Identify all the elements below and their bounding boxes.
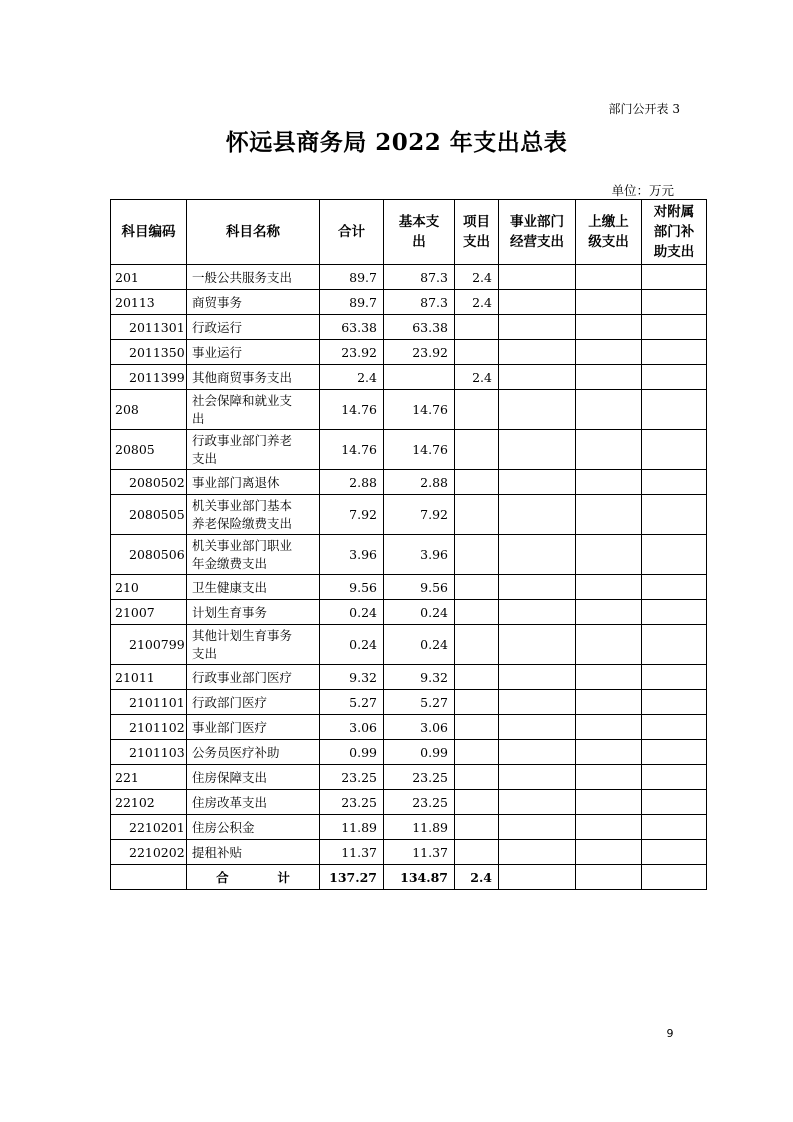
code-cell: 2011350 <box>111 340 187 365</box>
header-subsidy <box>642 200 707 265</box>
upper-cell <box>576 790 642 815</box>
table-row <box>111 625 707 665</box>
code-cell: 21011 <box>111 665 187 690</box>
basic-cell: 87.3 <box>384 265 455 290</box>
total-upper-cell <box>576 865 642 890</box>
project-cell <box>455 665 499 690</box>
code-cell: 208 <box>111 390 187 430</box>
total-cell: 9.32 <box>320 665 384 690</box>
name-cell: 住房改革支出 <box>187 790 320 815</box>
name-cell: 其他商贸事务支出 <box>187 365 320 390</box>
subsidy-cell <box>642 315 707 340</box>
basic-cell: 0.99 <box>384 740 455 765</box>
upper-cell <box>576 290 642 315</box>
code-cell: 22102 <box>111 790 187 815</box>
basic-cell: 23.25 <box>384 790 455 815</box>
table-row <box>111 265 707 290</box>
total-cell: 0.99 <box>320 740 384 765</box>
header-business-line1: 事业部门 <box>510 214 564 230</box>
project-cell <box>455 430 499 470</box>
business-cell <box>499 600 576 625</box>
business-cell <box>499 365 576 390</box>
subsidy-cell <box>642 715 707 740</box>
name-cell: 行政事业部门医疗 <box>187 665 320 690</box>
total-cell: 9.56 <box>320 575 384 600</box>
business-cell <box>499 815 576 840</box>
total-cell: 3.96 <box>320 535 384 575</box>
table-row <box>111 840 707 865</box>
header-basic-line1: 基本支 <box>398 214 440 230</box>
subsidy-cell <box>642 265 707 290</box>
header-basic <box>384 200 455 265</box>
name-cell: 事业运行 <box>187 340 320 365</box>
upper-cell <box>576 365 642 390</box>
upper-cell <box>576 665 642 690</box>
basic-cell: 2.88 <box>384 470 455 495</box>
total-cell: 89.7 <box>320 290 384 315</box>
total-cell: 23.25 <box>320 790 384 815</box>
subsidy-cell <box>642 495 707 535</box>
business-cell <box>499 265 576 290</box>
form-number: 部门公开表 3 <box>608 102 680 116</box>
code-cell: 2101102 <box>111 715 187 740</box>
name-line1: 机关事业部门基本 <box>192 497 293 513</box>
subsidy-cell <box>642 290 707 315</box>
code-cell: 210 <box>111 575 187 600</box>
project-cell <box>455 600 499 625</box>
name-cell: 提租补贴 <box>187 840 320 865</box>
code-cell: 221 <box>111 765 187 790</box>
project-cell <box>455 740 499 765</box>
project-cell <box>455 715 499 740</box>
business-cell <box>499 340 576 365</box>
name-line1: 机关事业部门职业 <box>192 537 293 553</box>
header-row <box>111 200 707 265</box>
total-cell: 0.24 <box>320 600 384 625</box>
code-cell: 21007 <box>111 600 187 625</box>
project-cell <box>455 815 499 840</box>
subsidy-cell <box>642 740 707 765</box>
upper-cell <box>576 625 642 665</box>
subsidy-cell <box>642 390 707 430</box>
basic-cell: 9.32 <box>384 665 455 690</box>
table-row <box>111 290 707 315</box>
header-subsidy-line2: 部门补 <box>653 224 695 240</box>
header-subsidy-line3: 助支出 <box>653 244 695 260</box>
subsidy-cell <box>642 600 707 625</box>
subsidy-cell <box>642 815 707 840</box>
code-cell: 2101103 <box>111 740 187 765</box>
page-title: 怀远县商务局 2022 年支出总表 <box>225 129 568 156</box>
name-cell: 行政部门医疗 <box>187 690 320 715</box>
code-cell: 2080505 <box>111 495 187 535</box>
project-cell <box>455 390 499 430</box>
name-cell <box>187 625 320 665</box>
header-project <box>455 200 499 265</box>
basic-cell: 11.37 <box>384 840 455 865</box>
subsidy-cell <box>642 765 707 790</box>
name-cell: 行政运行 <box>187 315 320 340</box>
name-cell: 商贸事务 <box>187 290 320 315</box>
subsidy-cell <box>642 665 707 690</box>
business-cell <box>499 665 576 690</box>
name-cell: 公务员医疗补助 <box>187 740 320 765</box>
unit-label: 单位：万元 <box>611 183 674 198</box>
name-cell: 一般公共服务支出 <box>187 265 320 290</box>
total-label-part1: 合 <box>216 870 229 885</box>
name-line2: 年金缴费支出 <box>192 555 268 571</box>
name-cell: 计划生育事务 <box>187 600 320 625</box>
header-upper-line1: 上缴上 <box>588 214 629 230</box>
business-cell <box>499 290 576 315</box>
subsidy-cell <box>642 790 707 815</box>
total-row <box>111 865 707 890</box>
business-cell <box>499 575 576 600</box>
code-cell: 201 <box>111 265 187 290</box>
total-sum-cell: 137.27 <box>320 865 384 890</box>
code-cell: 20805 <box>111 430 187 470</box>
name-line1: 行政事业部门养老 <box>192 432 293 448</box>
upper-cell <box>576 690 642 715</box>
basic-cell: 14.76 <box>384 430 455 470</box>
total-cell: 14.76 <box>320 390 384 430</box>
table-row <box>111 665 707 690</box>
upper-cell <box>576 815 642 840</box>
basic-cell: 63.38 <box>384 315 455 340</box>
project-cell <box>455 470 499 495</box>
basic-cell: 0.24 <box>384 600 455 625</box>
business-cell <box>499 715 576 740</box>
name-cell: 住房公积金 <box>187 815 320 840</box>
basic-cell: 23.25 <box>384 765 455 790</box>
header-subsidy-line1: 对附属 <box>653 204 695 220</box>
header-upper <box>576 200 642 265</box>
header-business <box>499 200 576 265</box>
total-cell: 11.89 <box>320 815 384 840</box>
upper-cell <box>576 430 642 470</box>
upper-cell <box>576 740 642 765</box>
name-cell <box>187 430 320 470</box>
project-cell <box>455 575 499 600</box>
business-cell <box>499 790 576 815</box>
name-cell <box>187 535 320 575</box>
name-cell: 卫生健康支出 <box>187 575 320 600</box>
total-cell: 11.37 <box>320 840 384 865</box>
code-cell: 2011399 <box>111 365 187 390</box>
subsidy-cell <box>642 430 707 470</box>
basic-cell: 3.06 <box>384 715 455 740</box>
project-cell: 2.4 <box>455 365 499 390</box>
table-row <box>111 365 707 390</box>
code-cell: 2080502 <box>111 470 187 495</box>
table-row <box>111 575 707 600</box>
name-line2: 支出 <box>192 645 218 661</box>
project-cell <box>455 765 499 790</box>
upper-cell <box>576 840 642 865</box>
business-cell <box>499 430 576 470</box>
basic-cell: 5.27 <box>384 690 455 715</box>
upper-cell <box>576 340 642 365</box>
table-row <box>111 790 707 815</box>
basic-cell: 7.92 <box>384 495 455 535</box>
total-code-cell <box>111 865 187 890</box>
project-cell <box>455 690 499 715</box>
total-cell: 7.92 <box>320 495 384 535</box>
business-cell <box>499 625 576 665</box>
table-row <box>111 690 707 715</box>
project-cell: 2.4 <box>455 290 499 315</box>
upper-cell <box>576 535 642 575</box>
business-cell <box>499 470 576 495</box>
business-cell <box>499 390 576 430</box>
upper-cell <box>576 470 642 495</box>
upper-cell <box>576 715 642 740</box>
project-cell <box>455 840 499 865</box>
total-cell: 23.25 <box>320 765 384 790</box>
basic-cell: 0.24 <box>384 625 455 665</box>
table-row <box>111 740 707 765</box>
upper-cell <box>576 600 642 625</box>
header-total: 合计 <box>320 200 384 265</box>
name-cell: 事业部门离退休 <box>187 470 320 495</box>
code-cell: 2011301 <box>111 315 187 340</box>
total-cell: 0.24 <box>320 625 384 665</box>
total-cell: 2.88 <box>320 470 384 495</box>
header-name: 科目名称 <box>187 200 320 265</box>
header-upper-line2: 级支出 <box>588 234 629 250</box>
total-label <box>187 865 320 890</box>
upper-cell <box>576 265 642 290</box>
total-project-cell: 2.4 <box>455 865 499 890</box>
business-cell <box>499 740 576 765</box>
name-line2: 支出 <box>192 450 218 466</box>
business-cell <box>499 840 576 865</box>
total-cell: 2.4 <box>320 365 384 390</box>
basic-cell: 3.96 <box>384 535 455 575</box>
code-cell: 2080506 <box>111 535 187 575</box>
basic-cell: 87.3 <box>384 290 455 315</box>
table-row <box>111 315 707 340</box>
total-cell: 5.27 <box>320 690 384 715</box>
table-row <box>111 815 707 840</box>
project-cell <box>455 790 499 815</box>
basic-cell: 11.89 <box>384 815 455 840</box>
code-cell: 2210201 <box>111 815 187 840</box>
name-cell <box>187 390 320 430</box>
upper-cell <box>576 390 642 430</box>
business-cell <box>499 765 576 790</box>
name-cell <box>187 495 320 535</box>
subsidy-cell <box>642 625 707 665</box>
total-business-cell <box>499 865 576 890</box>
table-row <box>111 535 707 575</box>
code-cell: 2100799 <box>111 625 187 665</box>
table-row <box>111 340 707 365</box>
name-cell: 事业部门医疗 <box>187 715 320 740</box>
total-subsidy-cell <box>642 865 707 890</box>
upper-cell <box>576 315 642 340</box>
project-cell <box>455 625 499 665</box>
table-row <box>111 430 707 470</box>
name-line1: 社会保障和就业支 <box>192 392 293 408</box>
project-cell <box>455 315 499 340</box>
business-cell <box>499 535 576 575</box>
project-cell <box>455 535 499 575</box>
total-cell: 23.92 <box>320 340 384 365</box>
name-line2: 养老保险缴费支出 <box>192 515 293 531</box>
table-row <box>111 715 707 740</box>
basic-cell: 14.76 <box>384 390 455 430</box>
upper-cell <box>576 495 642 535</box>
page-number: 9 <box>666 1027 674 1040</box>
project-cell: 2.4 <box>455 265 499 290</box>
business-cell <box>499 690 576 715</box>
table-row <box>111 470 707 495</box>
total-basic-cell: 134.87 <box>384 865 455 890</box>
subsidy-cell <box>642 840 707 865</box>
table-row <box>111 390 707 430</box>
table-row <box>111 600 707 625</box>
name-cell: 住房保障支出 <box>187 765 320 790</box>
header-business-line2: 经营支出 <box>510 234 564 250</box>
table-row <box>111 495 707 535</box>
header-project-line2: 支出 <box>463 234 490 250</box>
total-cell: 63.38 <box>320 315 384 340</box>
basic-cell: 9.56 <box>384 575 455 600</box>
subsidy-cell <box>642 365 707 390</box>
upper-cell <box>576 765 642 790</box>
total-cell: 14.76 <box>320 430 384 470</box>
table-row <box>111 765 707 790</box>
code-cell: 2101101 <box>111 690 187 715</box>
header-code: 科目编码 <box>111 200 187 265</box>
name-line1: 其他计划生育事务 <box>192 627 293 643</box>
business-cell <box>499 495 576 535</box>
header-basic-line2: 出 <box>412 234 426 250</box>
project-cell <box>455 495 499 535</box>
code-cell: 2210202 <box>111 840 187 865</box>
total-cell: 89.7 <box>320 265 384 290</box>
total-cell: 3.06 <box>320 715 384 740</box>
business-cell <box>499 315 576 340</box>
basic-cell: 23.92 <box>384 340 455 365</box>
subsidy-cell <box>642 470 707 495</box>
basic-cell <box>384 365 455 390</box>
name-line2: 出 <box>192 410 205 426</box>
subsidy-cell <box>642 690 707 715</box>
upper-cell <box>576 575 642 600</box>
subsidy-cell <box>642 575 707 600</box>
header-project-line1: 项目 <box>463 214 490 230</box>
total-label-part2: 计 <box>277 870 290 885</box>
subsidy-cell <box>642 535 707 575</box>
expenditure-table <box>110 199 707 890</box>
project-cell <box>455 340 499 365</box>
subsidy-cell <box>642 340 707 365</box>
code-cell: 20113 <box>111 290 187 315</box>
